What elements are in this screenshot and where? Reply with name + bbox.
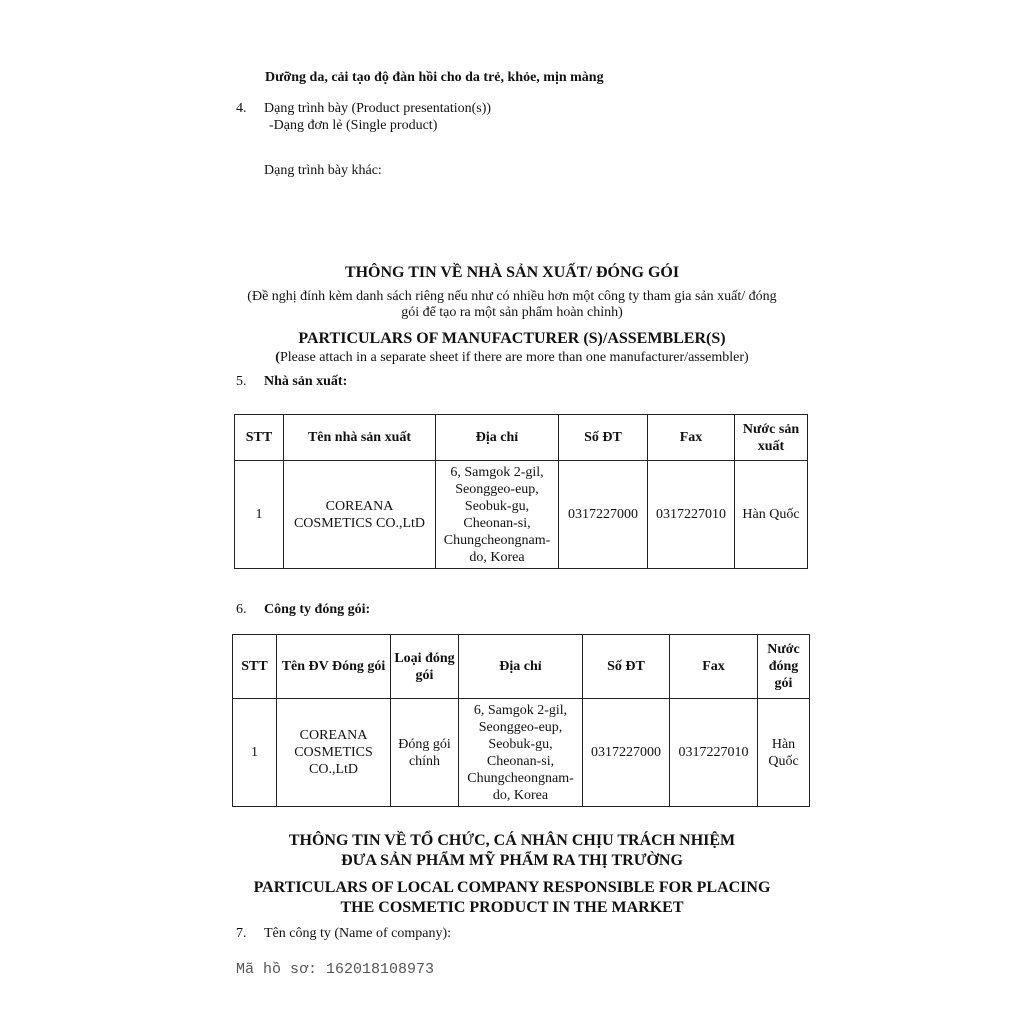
- table-row: [233, 699, 810, 807]
- cell-address: 6, Samgok 2-gil, Seonggeo-eup, Seobuk-gu, Cheonan-si, Chungcheongnam-do, Korea: [459, 699, 583, 807]
- cell-stt: 1: [235, 461, 284, 569]
- manufacturer-note-vi-2: gói để tạo ra một sản phẩm hoàn chỉnh): [401, 305, 623, 320]
- item4-other: Dạng trình bày khác:: [264, 163, 382, 178]
- header-fax: Fax: [670, 635, 758, 699]
- manufacturer-note-en-text: Please attach in a separate sheet if there are more than one manufacturer/assembler): [279, 350, 749, 365]
- item4-number: 4.: [236, 101, 247, 116]
- manufacturer-table: [234, 414, 808, 569]
- local-title-vi-2: ĐƯA SẢN PHẨM MỸ PHẨM RA THỊ TRƯỜNG: [341, 852, 683, 869]
- cell-phone: 0317227000: [559, 461, 648, 569]
- header-country: Nước sản xuất: [735, 415, 808, 461]
- cell-country: Hàn Quốc: [758, 699, 810, 807]
- cell-stt: 1: [233, 699, 277, 807]
- manufacturer-note-vi-1: (Đề nghị đính kèm danh sách riêng nếu như có nhiều hơn một công ty tham gia sản xuất/ đóng: [247, 289, 777, 304]
- cell-type: Đóng gói chính: [391, 699, 459, 807]
- table-row: [235, 461, 808, 569]
- item4-label: Dạng trình bày (Product presentation(s)): [264, 101, 492, 116]
- header-fax: Fax: [648, 415, 735, 461]
- manufacturer-note-en: [0, 350, 1024, 366]
- item6-label: Công ty đóng gói:: [264, 602, 371, 617]
- cell-fax: 0317227010: [648, 461, 735, 569]
- header-address: Địa chỉ: [436, 415, 559, 461]
- item7-number: 7.: [236, 926, 247, 941]
- header-type: Loại đóng gói: [391, 635, 459, 699]
- file-code: Mã hồ sơ: 162018108973: [236, 961, 435, 978]
- local-title-en-2: THE COSMETIC PRODUCT IN THE MARKET: [340, 899, 684, 916]
- cell-fax: 0317227010: [670, 699, 758, 807]
- item4-sub: -Dạng đơn lẻ (Single product): [269, 118, 438, 133]
- item6-number: 6.: [236, 602, 247, 617]
- local-title-vi-1: THÔNG TIN VỀ TỔ CHỨC, CÁ NHÂN CHỊU TRÁCH NHIỆM: [288, 832, 736, 849]
- cell-phone: 0317227000: [583, 699, 670, 807]
- header-stt: STT: [233, 635, 277, 699]
- assembler-table: [232, 634, 810, 807]
- local-title-en-1: PARTICULARS OF LOCAL COMPANY RESPONSIBLE FOR PLACING: [253, 879, 771, 896]
- header-name: Tên nhà sản xuất: [284, 415, 436, 461]
- item5-label: Nhà sản xuất:: [264, 374, 348, 389]
- cell-country: Hàn Quốc: [735, 461, 808, 569]
- manufacturer-title-en: PARTICULARS OF MANUFACTURER (S)/ASSEMBLER(S): [298, 330, 726, 347]
- header-stt: STT: [235, 415, 284, 461]
- cell-name: COREANA COSMETICS CO.,LtD: [277, 699, 391, 807]
- header-name: Tên ĐV Đóng gói: [277, 635, 391, 699]
- item5-number: 5.: [236, 374, 247, 389]
- header-phone: Số ĐT: [559, 415, 648, 461]
- intro-line: Dưỡng da, cải tạo độ đàn hồi cho da trẻ, khỏe, mịn màng: [265, 70, 604, 85]
- paren: (: [275, 350, 280, 365]
- cell-name: COREANA COSMETICS CO.,LtD: [284, 461, 436, 569]
- item7-label: Tên công ty (Name of company):: [264, 926, 451, 941]
- header-phone: Số ĐT: [583, 635, 670, 699]
- header-address: Địa chỉ: [459, 635, 583, 699]
- manufacturer-title-vi: THÔNG TIN VỀ NHÀ SẢN XUẤT/ ĐÓNG GÓI: [344, 264, 680, 281]
- header-country: Nước đóng gói: [758, 635, 810, 699]
- cell-address: 6, Samgok 2-gil, Seonggeo-eup, Seobuk-gu, Cheonan-si, Chungcheongnam-do, Korea: [436, 461, 559, 569]
